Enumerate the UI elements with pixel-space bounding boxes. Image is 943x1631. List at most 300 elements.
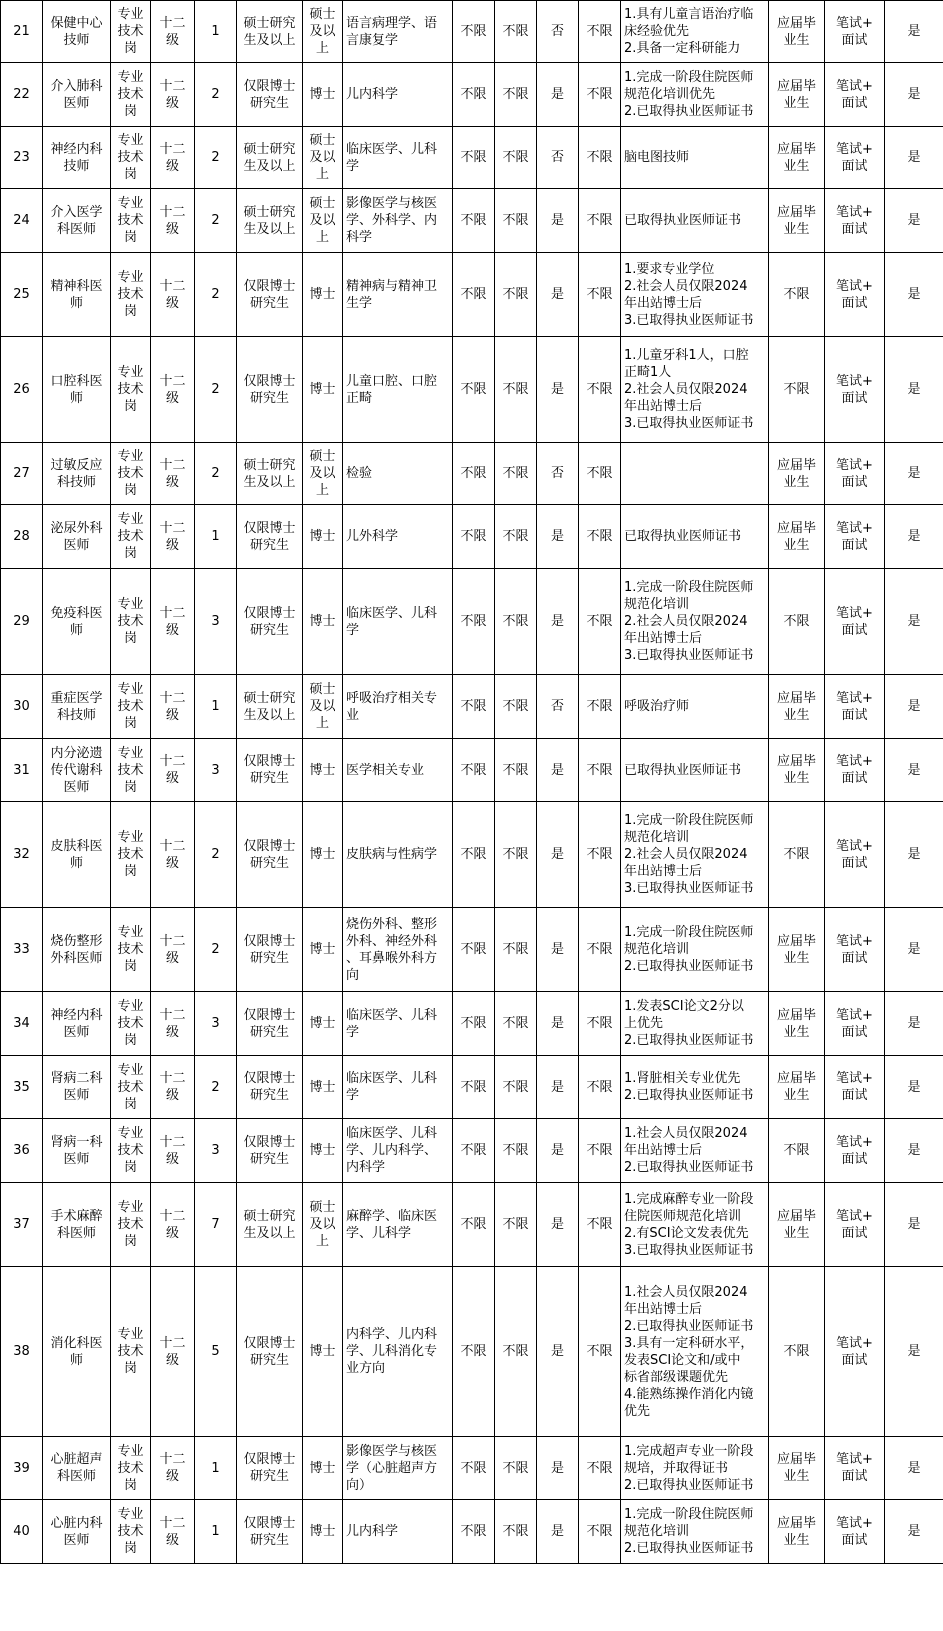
exam-flag-cell: 是 (885, 1267, 943, 1437)
cell-text-line: 面试 (841, 1532, 868, 1548)
cell-text-line: 仅限博士 (243, 605, 296, 621)
cell-text-line: 业生 (783, 32, 810, 48)
degree-cell (303, 189, 343, 253)
cell-text-line: 十二 (159, 1515, 186, 1531)
major-cell (343, 908, 453, 992)
cell-text-line: 笔试+ (836, 1208, 873, 1224)
political-status-cell: 不限 (579, 739, 621, 802)
cell-text-line: 发表SCI论文和/或中 (624, 1352, 741, 1368)
cell-text-line: 应届毕 (776, 15, 816, 31)
cell-text-line: 科医师 (56, 221, 96, 237)
cell-text-line: 神经内科 (50, 141, 103, 157)
cell-text-line: 面试 (841, 771, 868, 786)
cell-text-line: 1.完成一阶段住院医师 (624, 925, 754, 940)
cell-text-line: 岗 (123, 1541, 137, 1556)
position-level-cell (151, 443, 195, 505)
cell-text-line: 临床医学、儿科 (346, 1007, 438, 1023)
cell-text-line: 年出站博士后 (624, 1301, 703, 1317)
cell-text-line: 仅限博士 (243, 373, 296, 389)
target-group-cell (769, 1437, 825, 1500)
cell-text-line: 面试 (841, 1469, 868, 1484)
position-name-cell (43, 569, 111, 675)
cell-text-line: 级 (165, 707, 179, 723)
cell-text-line: 研究生 (249, 855, 289, 871)
table-row (1, 253, 943, 337)
cell-text-line: 级 (165, 1352, 179, 1368)
other-requirements-cell (621, 63, 769, 127)
cell-text-line: 硕士 (309, 7, 336, 22)
cell-text-line: 研究生 (249, 295, 289, 311)
cell-text-line: 研究生 (249, 771, 289, 786)
cell-text-line: 级 (165, 295, 179, 311)
qualification-cell: 是 (537, 189, 579, 253)
cell-text-line: 十二 (159, 204, 186, 220)
cell-text-line: 技术 (117, 614, 144, 629)
cell-text-line: 研究生 (249, 622, 289, 638)
household-cell: 不限 (495, 63, 537, 127)
table-row (1, 505, 943, 569)
cell-text-line: 业生 (783, 1225, 810, 1241)
exam-method-cell (825, 337, 885, 443)
cell-text-line: 学、儿科学 (346, 1225, 412, 1241)
degree-cell (303, 802, 343, 908)
cell-text-line: 3.已取得执业医师证书 (624, 1242, 754, 1258)
cell-text-line: 师 (69, 1352, 83, 1368)
position-name-cell (43, 253, 111, 337)
target-group-cell (769, 253, 825, 337)
cell-text-line: 技术 (117, 1460, 144, 1476)
position-name-cell (43, 675, 111, 739)
cell-text-line: 面试 (841, 295, 868, 311)
cell-text-line: 及以 (309, 213, 336, 228)
cell-text-line: 专业 (117, 1062, 144, 1078)
exam-flag-cell: 是 (885, 253, 943, 337)
cell-text-line: 仅限博士 (243, 1515, 296, 1531)
cell-text-line: 技师 (63, 32, 90, 48)
cell-text-line: 面试 (841, 622, 868, 638)
cell-text-line: 规范化培训 (624, 597, 690, 612)
table-row (1, 189, 943, 253)
position-category-cell (111, 1119, 151, 1183)
political-status-cell: 不限 (579, 1267, 621, 1437)
cell-text-line: 岗 (123, 1477, 137, 1493)
position-category-cell (111, 739, 151, 802)
education-cell (237, 253, 303, 337)
position-name-cell (43, 1437, 111, 1500)
age-cell: 不限 (453, 253, 495, 337)
row-number-cell: 40 (1, 1500, 43, 1564)
hiring-count-cell: 1 (195, 505, 237, 569)
position-category-cell (111, 1183, 151, 1267)
cell-text-line: 专业 (117, 830, 144, 845)
cell-text-line: 研究生 (249, 1088, 289, 1103)
household-cell: 不限 (495, 127, 537, 189)
cell-text-line: 研究生 (249, 537, 289, 553)
hiring-count-cell: 3 (195, 569, 237, 675)
cell-text-line: 已取得执业医师证书 (624, 213, 742, 228)
position-name-cell (43, 1, 111, 63)
cell-text-line: 2.已取得执业医师证书 (624, 1477, 754, 1493)
political-status-cell: 不限 (579, 569, 621, 675)
hiring-count-cell: 3 (195, 992, 237, 1056)
cell-text-line: 心脏超声 (50, 1452, 103, 1467)
household-cell: 不限 (495, 1267, 537, 1437)
cell-text-line: 专业 (117, 597, 144, 612)
position-name-cell (43, 992, 111, 1056)
target-group-cell (769, 739, 825, 802)
cell-text-line: 面试 (841, 158, 868, 174)
hiring-count-cell: 2 (195, 253, 237, 337)
cell-text-line: 业生 (783, 771, 810, 786)
cell-text-line: 笔试+ (836, 690, 873, 706)
cell-text-line: 床经验优先 (624, 24, 690, 39)
other-requirements-cell (621, 908, 769, 992)
table-body (1, 1, 943, 1564)
position-name-cell (43, 1500, 111, 1564)
education-cell (237, 739, 303, 802)
cell-text-line: 面试 (841, 1151, 868, 1167)
cell-text-line: 介入肺科 (50, 78, 103, 94)
cell-text-line: 岗 (123, 1234, 137, 1249)
cell-text-line: 十二 (159, 15, 186, 31)
cell-text-line: 学 (346, 1024, 360, 1040)
household-cell: 不限 (495, 1056, 537, 1119)
major-cell (343, 1437, 453, 1500)
political-status-cell: 不限 (579, 189, 621, 253)
cell-text-line: 技术 (117, 529, 144, 544)
cell-text-line: 岗 (123, 304, 137, 319)
cell-text-line: 技术 (117, 466, 144, 481)
household-cell: 不限 (495, 739, 537, 802)
political-status-cell: 不限 (579, 1183, 621, 1267)
cell-text-line: 3.已取得执业医师证书 (624, 881, 754, 896)
exam-flag-cell: 是 (885, 1437, 943, 1500)
qualification-cell: 是 (537, 1437, 579, 1500)
cell-text-line: 应届毕 (776, 690, 816, 706)
age-cell: 不限 (453, 1500, 495, 1564)
exam-flag-cell: 是 (885, 569, 943, 675)
cell-text-line: 业生 (783, 1088, 810, 1103)
education-cell (237, 1183, 303, 1267)
position-level-cell (151, 992, 195, 1056)
cell-text-line: 级 (165, 221, 179, 237)
major-cell (343, 443, 453, 505)
cell-text-line: 级 (165, 158, 179, 174)
cell-text-line: 学 (346, 158, 360, 174)
cell-text-line: 硕士 (309, 682, 336, 697)
cell-text-line: 技师 (63, 158, 90, 174)
table-row (1, 1437, 943, 1500)
education-cell (237, 1056, 303, 1119)
political-status-cell: 不限 (579, 1500, 621, 1564)
row-number-cell: 37 (1, 1183, 43, 1267)
exam-flag-cell: 是 (885, 443, 943, 505)
row-number-cell: 33 (1, 908, 43, 992)
target-group-cell (769, 908, 825, 992)
age-cell: 不限 (453, 337, 495, 443)
cell-text-line: 级 (165, 771, 179, 786)
cell-text-line: 科学 (346, 230, 373, 245)
cell-text-line: 2.已取得执业医师证书 (624, 1088, 754, 1103)
target-group-cell (769, 189, 825, 253)
other-requirements-cell (621, 569, 769, 675)
cell-text-line: 技术 (117, 87, 144, 102)
cell-text-line: 专业 (117, 365, 144, 380)
cell-text-line: 师 (69, 295, 83, 311)
education-cell (237, 992, 303, 1056)
exam-flag-cell: 是 (885, 739, 943, 802)
cell-text-line: 业生 (783, 1469, 810, 1484)
political-status-cell: 不限 (579, 253, 621, 337)
cell-text-line: 言康复学 (346, 32, 399, 48)
cell-text-line: 科技师 (56, 474, 96, 490)
cell-text-line: 生及以上 (243, 707, 296, 723)
cell-text-line: 级 (165, 1088, 179, 1103)
household-cell: 不限 (495, 569, 537, 675)
cell-text-line: 面试 (841, 1088, 868, 1103)
cell-text-line: 1.儿童牙科1人，口腔 (624, 348, 749, 363)
cell-text-line: 2.已取得执业医师证书 (624, 1541, 754, 1556)
cell-text-line: 不限 (783, 287, 810, 302)
position-level-cell (151, 253, 195, 337)
cell-text-line: 2.社会人员仅限2024 (624, 278, 748, 294)
hiring-count-cell: 2 (195, 908, 237, 992)
cell-text-line: 生学 (346, 295, 373, 311)
cell-text-line: 博士 (309, 1143, 336, 1158)
qualification-cell: 是 (537, 992, 579, 1056)
cell-text-line: 、耳鼻喉外科方 (346, 950, 438, 966)
cell-text-line: 专业 (117, 1200, 144, 1215)
cell-text-line: 医师 (63, 1088, 90, 1103)
position-category-cell (111, 127, 151, 189)
cell-text-line: 硕士 (309, 449, 336, 464)
cell-text-line: 2.已取得执业医师证书 (624, 1160, 754, 1175)
cell-text-line: 外科、神经外科 (346, 933, 438, 949)
cell-text-line: 上 (315, 483, 329, 498)
cell-text-line: 1.具有儿童言语治疗临 (624, 7, 754, 22)
row-number-cell: 28 (1, 505, 43, 569)
cell-text-line: 精神科医 (50, 278, 103, 294)
major-cell (343, 1056, 453, 1119)
cell-text-line: 仅限博士 (243, 933, 296, 949)
education-cell (237, 1437, 303, 1500)
position-level-cell (151, 505, 195, 569)
cell-text-line: 儿童口腔、口腔 (346, 373, 438, 389)
cell-text-line: 上 (315, 167, 329, 182)
cell-text-line: 岗 (123, 399, 137, 414)
education-cell (237, 189, 303, 253)
political-status-cell: 不限 (579, 802, 621, 908)
row-number-cell: 32 (1, 802, 43, 908)
political-status-cell: 不限 (579, 1, 621, 63)
cell-text-line: 十二 (159, 1007, 186, 1023)
cell-text-line: 专业 (117, 449, 144, 464)
age-cell: 不限 (453, 675, 495, 739)
row-number-cell: 39 (1, 1437, 43, 1500)
political-status-cell: 不限 (579, 63, 621, 127)
cell-text-line: 2.已取得执业医师证书 (624, 1033, 754, 1048)
exam-method-cell (825, 1267, 885, 1437)
cell-text-line: 专业 (117, 682, 144, 697)
cell-text-line: 向 (346, 967, 360, 983)
major-cell (343, 1183, 453, 1267)
cell-text-line: 3.已取得执业医师证书 (624, 312, 754, 328)
cell-text-line: 博士 (309, 942, 336, 957)
other-requirements-cell (621, 189, 769, 253)
degree-cell (303, 443, 343, 505)
position-category-cell (111, 1267, 151, 1437)
table-row (1, 1183, 943, 1267)
cell-text-line: 技术 (117, 1344, 144, 1359)
cell-text-line: 应届毕 (776, 1208, 816, 1224)
cell-text-line: 专业 (117, 745, 144, 761)
cell-text-line: 检验 (346, 466, 373, 481)
hiring-count-cell: 1 (195, 675, 237, 739)
cell-text-line: 及以 (309, 24, 336, 39)
position-category-cell (111, 63, 151, 127)
cell-text-line: 医师 (63, 1532, 90, 1548)
household-cell: 不限 (495, 1500, 537, 1564)
cell-text-line: 面试 (841, 537, 868, 553)
qualification-cell: 是 (537, 505, 579, 569)
position-level-cell (151, 337, 195, 443)
cell-text-line: 呼吸治疗相关专 (346, 690, 438, 706)
cell-text-line: 皮肤病与性病学 (346, 847, 438, 862)
exam-flag-cell: 是 (885, 908, 943, 992)
cell-text-line: 博士 (309, 847, 336, 862)
cell-text-line: 应届毕 (776, 204, 816, 220)
cell-text-line: 1.完成超声专业一阶段 (624, 1443, 754, 1459)
cell-text-line: 级 (165, 855, 179, 871)
cell-text-line: 专业 (117, 70, 144, 85)
degree-cell (303, 253, 343, 337)
cell-text-line: 技术 (117, 287, 144, 302)
row-number-cell: 27 (1, 443, 43, 505)
position-category-cell (111, 569, 151, 675)
row-number-cell: 29 (1, 569, 43, 675)
cell-text-line: 仅限博士 (243, 838, 296, 854)
hiring-count-cell: 2 (195, 1056, 237, 1119)
table-row (1, 1119, 943, 1183)
cell-text-line: 岗 (123, 167, 137, 182)
cell-text-line: 上优先 (624, 1016, 664, 1031)
cell-text-line: 研究生 (249, 1352, 289, 1368)
hiring-count-cell: 1 (195, 1500, 237, 1564)
other-requirements-cell (621, 1500, 769, 1564)
cell-text-line: 笔试+ (836, 204, 873, 220)
cell-text-line: 研究生 (249, 390, 289, 406)
cell-text-line: 2.已取得执业医师证书 (624, 1318, 754, 1334)
cell-text-line: 年出站博士后 (624, 295, 703, 311)
cell-text-line: 专业 (117, 512, 144, 527)
age-cell: 不限 (453, 443, 495, 505)
cell-text-line: 免疫科医 (50, 605, 103, 621)
major-cell (343, 739, 453, 802)
cell-text-line: 医师 (63, 779, 90, 795)
target-group-cell (769, 802, 825, 908)
household-cell: 不限 (495, 802, 537, 908)
cell-text-line: 脑电图技师 (624, 150, 690, 165)
cell-text-line: 不限 (783, 382, 810, 397)
cell-text-line: 面试 (841, 950, 868, 966)
cell-text-line: 级 (165, 1024, 179, 1040)
cell-text-line: 面试 (841, 1225, 868, 1241)
table-row (1, 992, 943, 1056)
position-level-cell (151, 1183, 195, 1267)
cell-text-line: 标省部级课题优先 (624, 1369, 729, 1385)
cell-text-line: 笔试+ (836, 1335, 873, 1351)
cell-text-line: 烧伤整形 (50, 933, 103, 949)
cell-text-line: 岗 (123, 779, 137, 795)
cell-text-line: 应届毕 (776, 1071, 816, 1086)
cell-text-line: 上 (315, 1234, 329, 1249)
qualification-cell: 是 (537, 569, 579, 675)
age-cell: 不限 (453, 739, 495, 802)
cell-text-line: 规范化培训 (624, 830, 690, 845)
education-cell (237, 1267, 303, 1437)
age-cell: 不限 (453, 1056, 495, 1119)
cell-text-line: 十二 (159, 457, 186, 473)
cell-text-line: 专业 (117, 1126, 144, 1141)
cell-text-line: 2.具备一定科研能力 (624, 41, 741, 56)
cell-text-line: 应届毕 (776, 933, 816, 949)
cell-text-line: 1.完成一阶段住院医师 (624, 580, 754, 595)
position-name-cell (43, 337, 111, 443)
cell-text-line: 研究生 (249, 1024, 289, 1040)
degree-cell (303, 1500, 343, 1564)
cell-text-line: 笔试+ (836, 1071, 873, 1086)
age-cell: 不限 (453, 802, 495, 908)
cell-text-line: 年出站博士后 (624, 1143, 703, 1158)
cell-text-line: 硕士研究 (243, 690, 296, 706)
qualification-cell: 是 (537, 1267, 579, 1437)
age-cell: 不限 (453, 505, 495, 569)
cell-text-line: 业生 (783, 537, 810, 553)
position-level-cell (151, 1056, 195, 1119)
major-cell (343, 63, 453, 127)
cell-text-line: 仅限博士 (243, 520, 296, 536)
cell-text-line: 学 (346, 1088, 360, 1103)
target-group-cell (769, 569, 825, 675)
household-cell: 不限 (495, 1183, 537, 1267)
cell-text-line: 学、外科学、内 (346, 213, 438, 228)
position-category-cell (111, 908, 151, 992)
cell-text-line: 上 (315, 230, 329, 245)
cell-text-line: 十二 (159, 278, 186, 294)
position-category-cell (111, 443, 151, 505)
exam-method-cell (825, 1, 885, 63)
household-cell: 不限 (495, 908, 537, 992)
target-group-cell (769, 337, 825, 443)
cell-text-line: 博士 (309, 1344, 336, 1359)
table-row (1, 337, 943, 443)
age-cell: 不限 (453, 1183, 495, 1267)
cell-text-line: 十二 (159, 605, 186, 621)
cell-text-line: 内科学 (346, 1160, 386, 1175)
cell-text-line: 研究生 (249, 1532, 289, 1548)
education-cell (237, 337, 303, 443)
position-name-cell (43, 505, 111, 569)
major-cell (343, 1500, 453, 1564)
cell-text-line: 级 (165, 537, 179, 553)
qualification-cell: 否 (537, 675, 579, 739)
major-cell (343, 675, 453, 739)
cell-text-line: 应届毕 (776, 78, 816, 94)
degree-cell (303, 1119, 343, 1183)
exam-flag-cell: 是 (885, 802, 943, 908)
cell-text-line: 十二 (159, 373, 186, 389)
cell-text-line: 业生 (783, 474, 810, 490)
